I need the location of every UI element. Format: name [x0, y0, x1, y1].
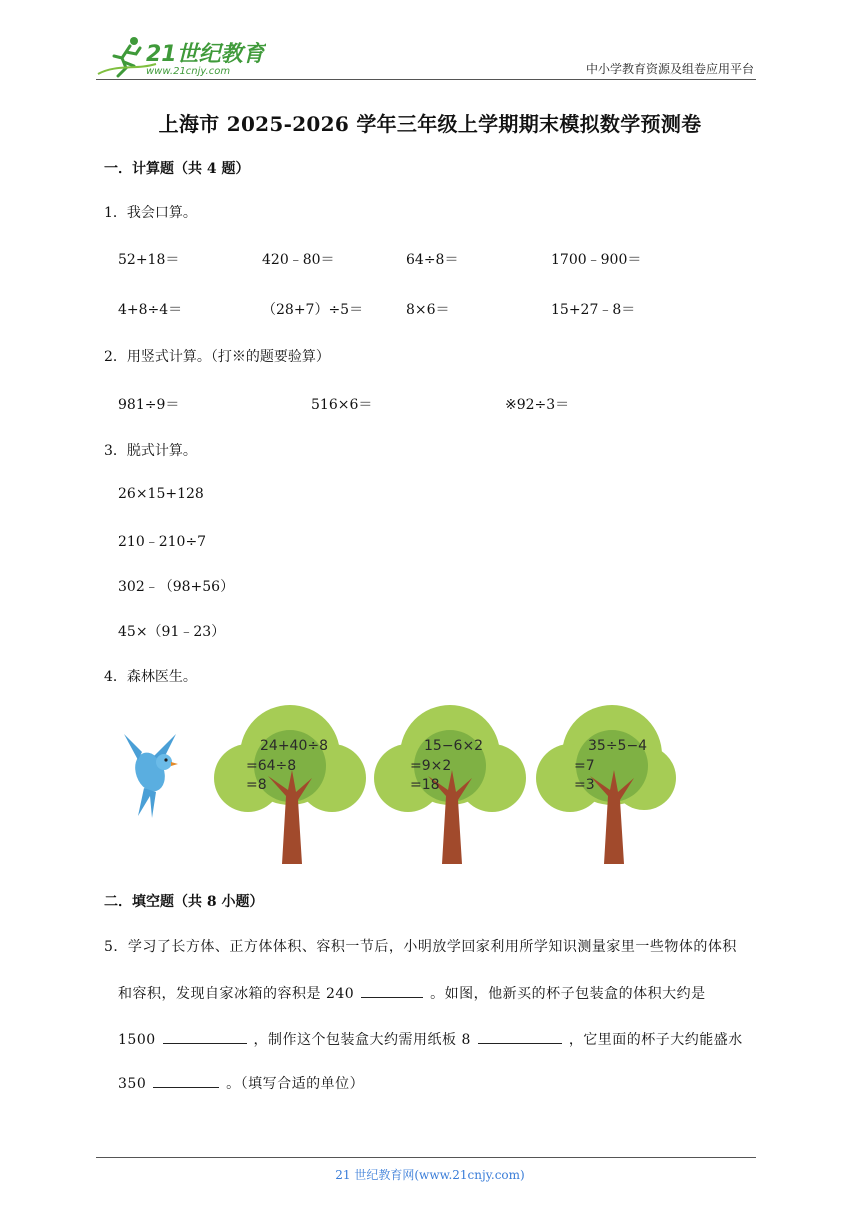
q5-text: ，制作这个包装盒大约需用纸板 8 — [253, 1032, 471, 1048]
answer-blank-3[interactable] — [478, 1029, 562, 1044]
step-calc-item: 26×15+128 — [118, 486, 204, 502]
step-calc-item: 302﹣（98+56） — [118, 579, 235, 595]
tree-3-line-1: 35÷5−4 — [588, 738, 648, 754]
vertical-calc-item: 516×6＝ — [311, 397, 373, 413]
page-title: 上海市 2025-2026 学年三年级上学期期末模拟数学预测卷 — [158, 112, 702, 136]
q5-text: 350 — [118, 1076, 147, 1092]
oral-calc-item: 8×6＝ — [406, 302, 450, 318]
tree-1-line-2: =64÷8 — [246, 758, 297, 774]
tree-1-line-1: 24+40÷8 — [260, 738, 328, 754]
question-5-line-3 — [118, 1029, 743, 1049]
vertical-calc-item: 981÷9＝ — [118, 397, 180, 413]
step-calc-item: 45×（91﹣23） — [118, 624, 226, 640]
q5-text: 。（填写合适的单位） — [226, 1076, 365, 1092]
section-heading-fill: 二．填空题（共 8 小题） — [104, 894, 264, 910]
oral-calc-item: 4+8÷4＝ — [118, 302, 183, 318]
answer-blank-4[interactable] — [153, 1073, 219, 1088]
footer-divider — [96, 1157, 756, 1158]
tree-2 — [374, 705, 526, 864]
question-5-line-4 — [118, 1073, 364, 1093]
question-1-label: 1．我会口算。 — [104, 205, 197, 221]
q5-text: 和容积，发现自家冰箱的容积是 240 — [118, 986, 355, 1002]
question-4-label: 4．森林医生。 — [104, 669, 197, 685]
header-divider — [96, 79, 756, 80]
oral-calc-item: （28+7）÷5＝ — [262, 302, 364, 318]
logo-url: www.21cnjy.com — [146, 66, 231, 77]
tree-1 — [214, 705, 366, 864]
section-heading-calc: 一．计算题（共 4 题） — [104, 161, 250, 177]
answer-blank-1[interactable] — [361, 983, 423, 998]
oral-calc-item: 52+18＝ — [118, 252, 180, 268]
oral-calc-item: 15+27﹣8＝ — [551, 302, 636, 318]
question-3-label: 3．脱式计算。 — [104, 443, 197, 459]
site-logo — [96, 34, 266, 82]
tree-1-line-3: =8 — [246, 777, 267, 793]
question-2-label: 2．用竖式计算。（打※的题要验算） — [104, 349, 330, 365]
vertical-calc-item: ※92÷3＝ — [505, 397, 570, 413]
answer-blank-2[interactable] — [163, 1029, 247, 1044]
bird-icon — [124, 734, 178, 818]
header-platform-text: 中小学教育资源及组卷应用平台 — [585, 62, 754, 76]
logo-text: 21世纪教育 — [146, 42, 265, 67]
q5-text: 1500 — [118, 1032, 156, 1048]
tree-2-line-1: 15−6×2 — [424, 738, 484, 754]
question-5-line-2 — [118, 983, 706, 1003]
tree-3-line-3: =3 — [574, 777, 595, 793]
forest-doctor-figure — [118, 700, 678, 868]
tree-2-line-3: =18 — [410, 777, 440, 793]
q5-text: ，它里面的杯子大约能盛水 — [568, 1032, 743, 1048]
oral-calc-item: 420﹣80＝ — [262, 252, 335, 268]
footer-link[interactable]: 21 世纪教育网(www.21cnjy.com) — [335, 1168, 525, 1182]
question-5-line-1: 5．学习了长方体、正方体体积、容积一节后，小明放学回家利用所学知识测量家里一些物体的体积 — [104, 939, 737, 955]
oral-calc-item: 1700﹣900＝ — [551, 252, 642, 268]
tree-2-line-2: =9×2 — [410, 758, 452, 774]
tree-3 — [536, 705, 676, 864]
q5-text: 。如图，他新买的杯子包装盒的体积大约是 — [430, 986, 706, 1002]
tree-3-line-2: =7 — [574, 758, 595, 774]
step-calc-item: 210﹣210÷7 — [118, 534, 207, 550]
oral-calc-item: 64÷8＝ — [406, 252, 459, 268]
